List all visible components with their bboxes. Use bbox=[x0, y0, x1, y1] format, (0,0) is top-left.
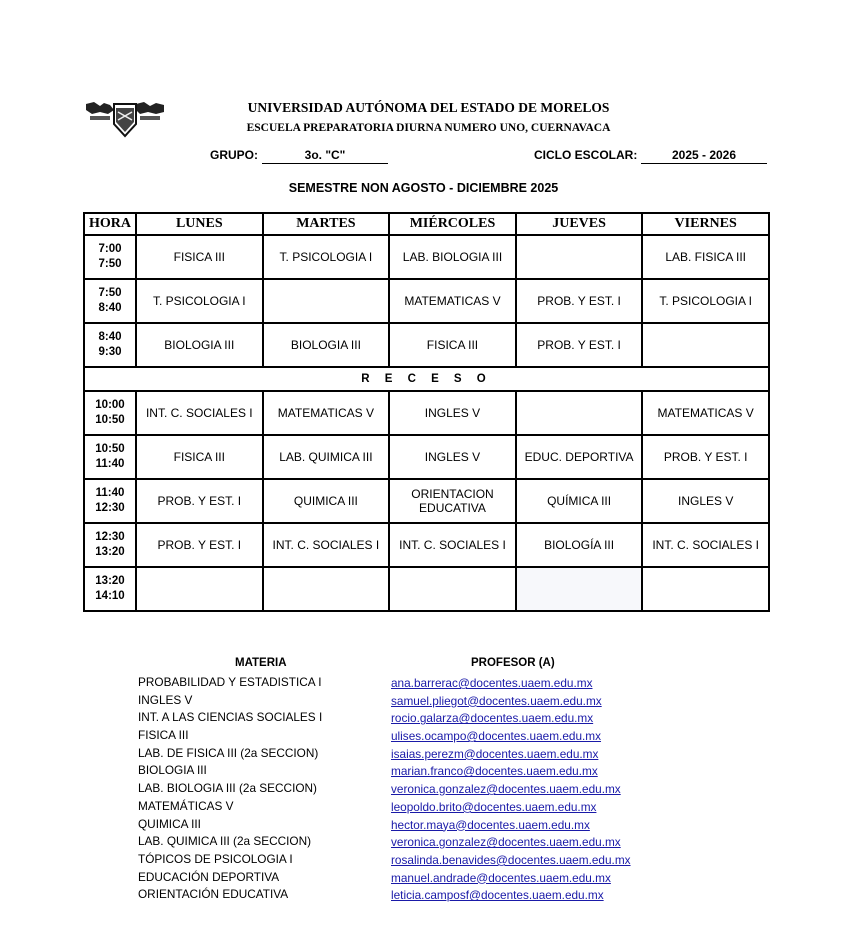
class-cell: BIOLOGIA III bbox=[263, 323, 390, 367]
time-cell: 8:40 9:30 bbox=[84, 323, 136, 367]
class-cell bbox=[516, 567, 643, 611]
class-cell: QUIMICA III bbox=[263, 479, 390, 523]
class-cell: LAB. FISICA III bbox=[642, 235, 769, 279]
profesor-header: PROFESOR (A) bbox=[471, 657, 555, 669]
ciclo-value: 2025 - 2026 bbox=[641, 148, 767, 164]
class-cell: LAB. BIOLOGIA III bbox=[389, 235, 516, 279]
class-cell: LAB. QUIMICA III bbox=[263, 435, 390, 479]
professor-email-link[interactable]: isaias.perezm@docentes.uaem.edu.mx bbox=[391, 746, 599, 761]
subject-name: MATEMÁTICAS V bbox=[138, 798, 234, 813]
table-row bbox=[84, 235, 769, 279]
time-cell: 10:00 10:50 bbox=[84, 391, 136, 435]
table-row bbox=[84, 567, 769, 611]
school-name: ESCUELA PREPARATORIA DIURNA NUMERO UNO, CUERNAVACA bbox=[246, 122, 611, 134]
professor-email-link[interactable]: leopoldo.brito@docentes.uaem.edu.mx bbox=[391, 799, 597, 814]
subject-name: INT. A LAS CIENCIAS SOCIALES I bbox=[138, 710, 323, 725]
class-cell bbox=[516, 235, 643, 279]
professor-email-link[interactable]: rosalinda.benavides@docentes.uaem.edu.mx bbox=[391, 852, 631, 867]
subject-name: LAB. QUIMICA III (2a SECCION) bbox=[138, 834, 312, 849]
table-row bbox=[84, 479, 769, 523]
subject-name: FISICA III bbox=[138, 728, 189, 743]
class-cell: INT. C. SOCIALES I bbox=[642, 523, 769, 567]
class-cell: QUÍMICA III bbox=[516, 479, 643, 523]
table-row bbox=[84, 391, 769, 435]
subject-name: ORIENTACIÓN EDUCATIVA bbox=[138, 887, 289, 902]
class-cell: BIOLOGIA III bbox=[136, 323, 263, 367]
header-martes: MARTES bbox=[263, 213, 390, 235]
class-cell: MATEMATICAS V bbox=[389, 279, 516, 323]
subject-name: EDUCACIÓN DEPORTIVA bbox=[138, 869, 280, 884]
professor-email-link[interactable]: manuel.andrade@docentes.uaem.edu.mx bbox=[391, 870, 611, 885]
schedule-header-row bbox=[84, 213, 769, 235]
class-cell: INT. C. SOCIALES I bbox=[136, 391, 263, 435]
header-lunes: LUNES bbox=[136, 213, 263, 235]
class-cell: T. PSICOLOGIA I bbox=[642, 279, 769, 323]
professor-email-link[interactable]: ulises.ocampo@docentes.uaem.edu.mx bbox=[391, 729, 602, 744]
table-row bbox=[84, 323, 769, 367]
grupo-value: 3o. "C" bbox=[262, 148, 388, 164]
class-cell: INT. C. SOCIALES I bbox=[389, 523, 516, 567]
header-jueves: JUEVES bbox=[516, 213, 643, 235]
class-cell: PROB. Y EST. I bbox=[516, 279, 643, 323]
class-cell: INT. C. SOCIALES I bbox=[263, 523, 390, 567]
class-cell: MATEMATICAS V bbox=[263, 391, 390, 435]
class-cell bbox=[263, 567, 390, 611]
class-cell: ORIENTACION EDUCATIVA bbox=[389, 479, 516, 523]
time-cell: 12:30 13:20 bbox=[84, 523, 136, 567]
time-cell: 13:20 14:10 bbox=[84, 567, 136, 611]
class-cell: BIOLOGÍA III bbox=[516, 523, 643, 567]
table-row bbox=[84, 435, 769, 479]
class-cell: INGLES V bbox=[642, 479, 769, 523]
class-cell: PROB. Y EST. I bbox=[136, 479, 263, 523]
professor-email-link[interactable]: leticia.camposf@docentes.uaem.edu.mx bbox=[391, 888, 604, 903]
class-cell: FISICA III bbox=[136, 235, 263, 279]
header-viernes: VIERNES bbox=[642, 213, 769, 235]
time-cell: 11:40 12:30 bbox=[84, 479, 136, 523]
header-miercoles: MIÉRCOLES bbox=[389, 213, 516, 235]
professor-email-link[interactable]: hector.maya@docentes.uaem.edu.mx bbox=[391, 817, 590, 832]
class-cell: EDUC. DEPORTIVA bbox=[516, 435, 643, 479]
schedule-table bbox=[83, 212, 770, 612]
time-cell: 10:50 11:40 bbox=[84, 435, 136, 479]
time-cell: 7:50 8:40 bbox=[84, 279, 136, 323]
class-cell bbox=[642, 567, 769, 611]
class-cell bbox=[642, 323, 769, 367]
professor-email-link[interactable]: marian.franco@docentes.uaem.edu.mx bbox=[391, 764, 598, 779]
class-cell bbox=[263, 279, 390, 323]
header-hora: HORA bbox=[84, 213, 136, 235]
ciclo-label: CICLO ESCOLAR: bbox=[534, 148, 638, 162]
table-row bbox=[84, 523, 769, 567]
receso-row bbox=[84, 367, 769, 391]
subject-list bbox=[138, 674, 322, 904]
professor-email-link[interactable]: ana.barrerac@docentes.uaem.edu.mx bbox=[391, 676, 593, 690]
class-cell: PROB. Y EST. I bbox=[136, 523, 263, 567]
table-row bbox=[84, 279, 769, 323]
class-cell: T. PSICOLOGIA I bbox=[263, 235, 390, 279]
professor-email-link[interactable]: samuel.pliegot@docentes.uaem.edu.mx bbox=[391, 693, 602, 708]
professor-email-link[interactable]: rocio.galarza@docentes.uaem.edu.mx bbox=[391, 711, 594, 726]
subject-name: PROBABILIDAD Y ESTADISTICA I bbox=[138, 675, 322, 689]
class-cell: INGLES V bbox=[389, 391, 516, 435]
subject-name: QUIMICA III bbox=[138, 816, 201, 831]
subject-name: INGLES V bbox=[138, 692, 193, 707]
university-name: UNIVERSIDAD AUTÓNOMA DEL ESTADO DE MORELOS bbox=[247, 100, 610, 115]
subject-name: TÓPICOS DE PSICOLOGIA I bbox=[138, 851, 293, 866]
class-cell: FISICA III bbox=[136, 435, 263, 479]
semestre-title: SEMESTRE NON AGOSTO - DICIEMBRE 2025 bbox=[288, 181, 559, 195]
class-cell: T. PSICOLOGIA I bbox=[136, 279, 263, 323]
class-cell bbox=[136, 567, 263, 611]
time-cell: 7:00 7:50 bbox=[84, 235, 136, 279]
subject-name: BIOLOGIA III bbox=[138, 763, 207, 778]
class-cell: PROB. Y EST. I bbox=[642, 435, 769, 479]
receso-label: R E C E S O bbox=[84, 367, 769, 391]
professor-email-link[interactable]: veronica.gonzalez@docentes.uaem.edu.mx bbox=[391, 835, 621, 850]
grupo-label: GRUPO: bbox=[210, 148, 258, 162]
class-cell: FISICA III bbox=[389, 323, 516, 367]
class-cell: MATEMATICAS V bbox=[642, 391, 769, 435]
professor-email-list bbox=[391, 675, 631, 905]
materia-header: MATERIA bbox=[235, 657, 287, 669]
class-cell bbox=[516, 391, 643, 435]
subject-name: LAB. DE FISICA III (2a SECCION) bbox=[138, 745, 319, 760]
class-cell bbox=[389, 567, 516, 611]
class-cell: INGLES V bbox=[389, 435, 516, 479]
professor-email-link[interactable]: veronica.gonzalez@docentes.uaem.edu.mx bbox=[391, 782, 621, 797]
subject-name: LAB. BIOLOGIA III (2a SECCION) bbox=[138, 781, 317, 796]
class-cell: PROB. Y EST. I bbox=[516, 323, 643, 367]
